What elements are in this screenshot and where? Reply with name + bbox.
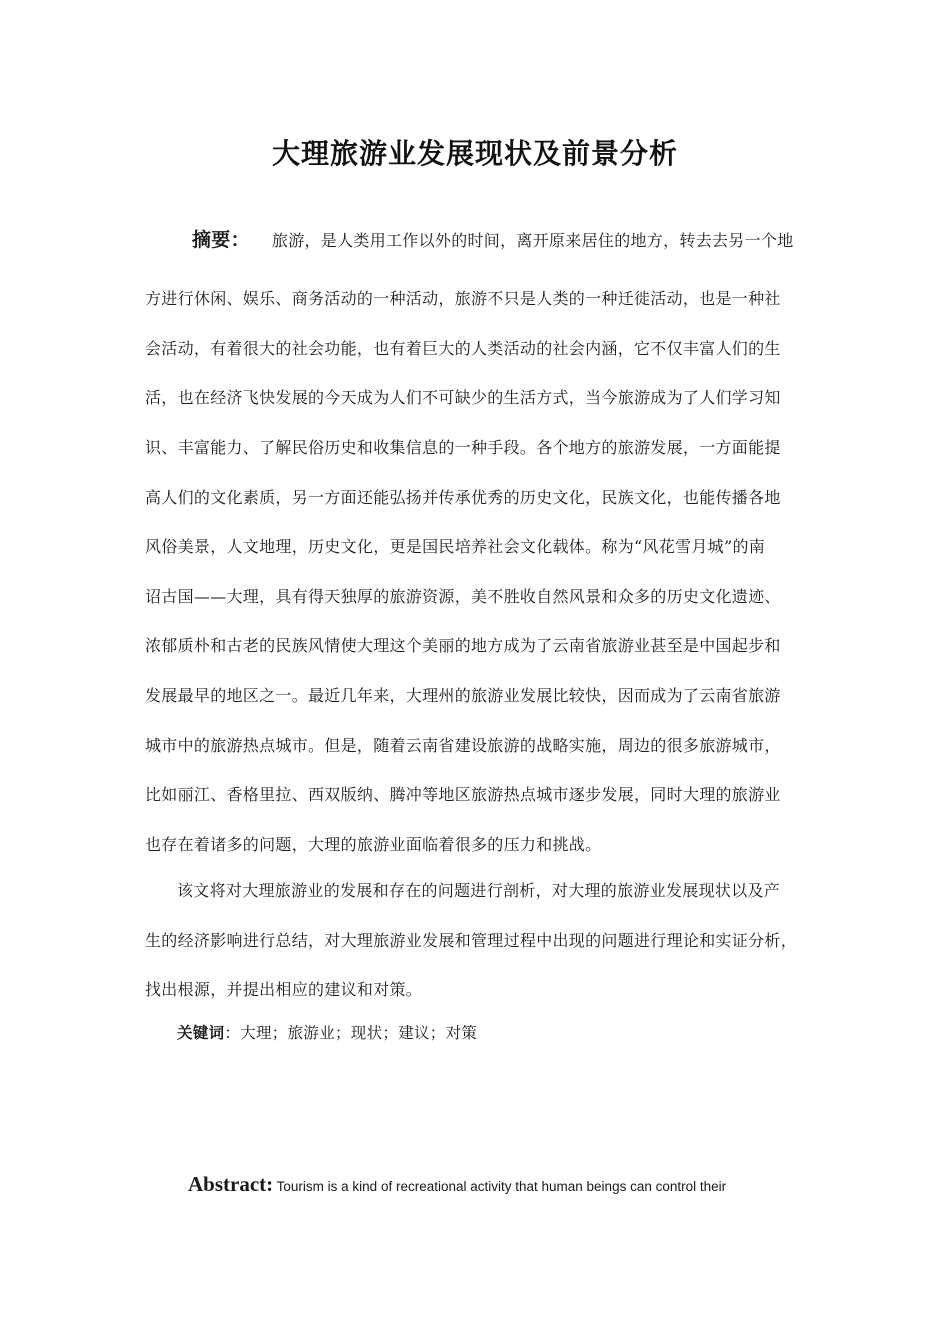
abstract-line: 高人们的文化素质，另一方面还能弘扬并传承优秀的历史文化，民族文化，也能传播各地 — [145, 488, 781, 507]
abstract-label: 摘要： — [192, 229, 250, 251]
abstract-line: 会活动，有着很大的社会功能，也有着巨大的人类活动的社会内涵，它不仅丰富人们的生 — [145, 339, 781, 358]
abstract-line: 风俗美景，人文地理，历史文化，更是国民培养社会文化载体。称为“风花雪月城”的南 — [145, 537, 766, 556]
keywords-text: ：大理；旅游业；现状；建议；对策 — [224, 1024, 478, 1042]
document-title: 大理旅游业发展现状及前景分析 — [271, 137, 678, 170]
abstract-line: 方进行休闲、娱乐、商务活动的一种活动，旅游不只是人类的一种迁徙活动，也是一种社 — [145, 289, 781, 308]
abstract-first-line — [192, 225, 872, 252]
abstract-line: 城市中的旅游热点城市。但是，随着云南省建设旅游的战略实施，周边的很多旅游城市， — [145, 736, 781, 755]
abstract-line: 比如丽江、香格里拉、西双版纳、腾冲等地区旅游热点城市逐步发展，同时大理的旅游业 — [145, 785, 781, 804]
english-abstract-label: Abstract: — [188, 1172, 274, 1196]
english-abstract-line — [188, 1172, 726, 1197]
abstract-line: 识、丰富能力、了解民俗历史和收集信息的一种手段。各个地方的旅游发展，一方面能提 — [145, 438, 781, 457]
abstract-line: 活，也在经济飞快发展的今天成为人们不可缺少的生活方式，当今旅游成为了人们学习知 — [145, 388, 781, 407]
english-abstract-text: Tourism is a kind of recreational activity that human beings can control their — [276, 1179, 727, 1194]
abstract-line: 也存在着诸多的问题，大理的旅游业面临着很多的压力和挑战。 — [145, 835, 602, 854]
abstract-line: 浓郁质朴和古老的民族风情使大理这个美丽的地方成为了云南省旅游业甚至是中国起步和 — [145, 636, 781, 655]
abstract-line: 旅游，是人类用工作以外的时间，离开原来居住的地方，转去去另一个地 — [271, 231, 794, 250]
abstract-line: 发展最早的地区之一。最近几年来，大理州的旅游业发展比较快，因而成为了云南省旅游 — [145, 686, 781, 705]
paragraph-line: 找出根源，并提出相应的建议和对策。 — [145, 980, 423, 999]
keywords-label: 关键词 — [177, 1023, 225, 1042]
paragraph-line: 该文将对大理旅游业的发展和存在的问题进行剖析，对大理的旅游业发展现状以及产 — [177, 881, 781, 900]
paragraph-line: 生的经济影响进行总结，对大理旅游业发展和管理过程中出现的问题进行理论和实证分析， — [145, 931, 798, 950]
keywords-line — [177, 1021, 857, 1043]
abstract-line: 诏古国——大理，具有得天独厚的旅游资源，美不胜收自然风景和众多的历史文化遗迹、 — [145, 587, 781, 606]
